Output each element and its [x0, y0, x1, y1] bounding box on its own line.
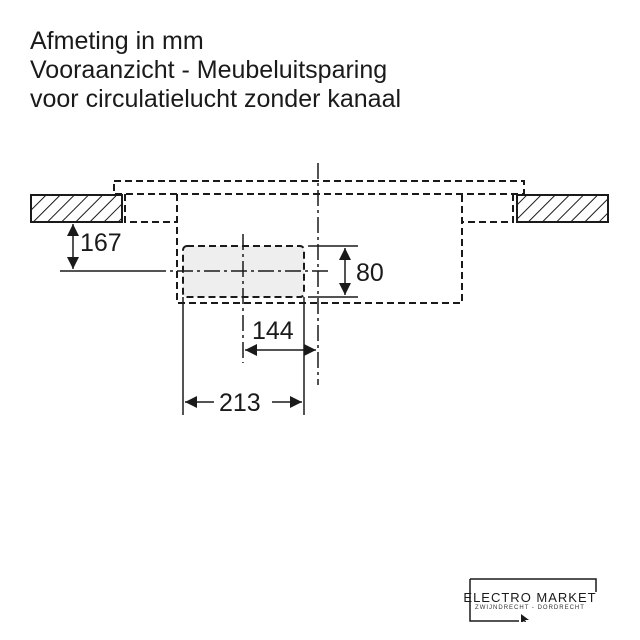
title-line-3: voor circulatielucht zonder kanaal: [30, 85, 402, 113]
logo-tagline: ZWIJNDRECHT - DORDRECHT: [475, 605, 585, 611]
hob-outline: [114, 181, 524, 303]
cursor-icon: [521, 614, 529, 622]
logo-name: ELECTRO MARKET: [463, 590, 597, 605]
dim-label-80: 80: [356, 259, 384, 287]
dim-label-144: 144: [252, 317, 294, 345]
countertop-right: [517, 195, 608, 222]
dim-label-167: 167: [80, 229, 122, 257]
countertop-left: [31, 195, 122, 222]
title-line-2: Vooraanzicht - Meubeluitsparing: [30, 56, 388, 84]
title-line-1: Afmeting in mm: [30, 27, 204, 55]
dim-label-213: 213: [219, 389, 261, 417]
